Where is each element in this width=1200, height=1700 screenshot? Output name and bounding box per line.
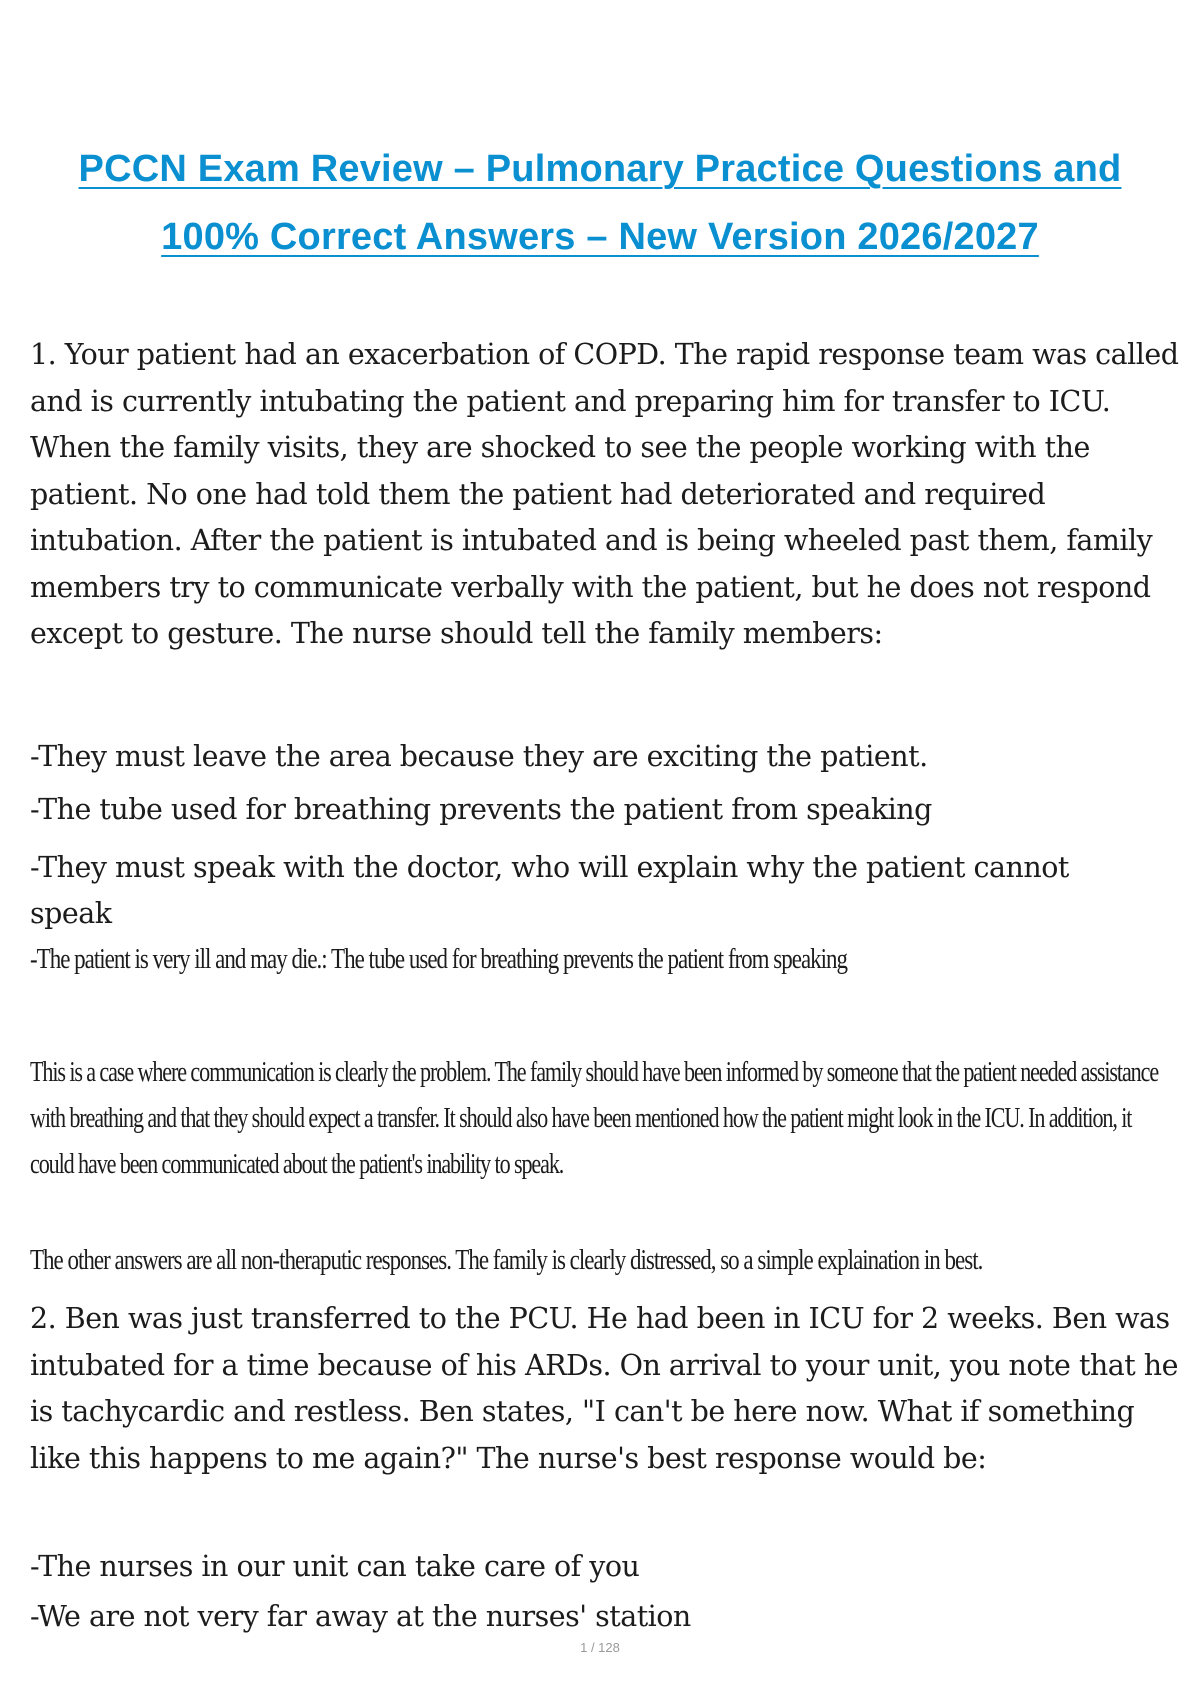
document-title-line-2: 100% Correct Answers – New Version 2026/2027 bbox=[161, 216, 1039, 258]
question-1-option-2: -The tube used for breathing prevents the patient from speaking bbox=[30, 793, 932, 826]
question-1-text: 1. Your patient had an exacerbation of COPD. The rapid response team was called and is currently intubating the patient and preparing him for transfer to ICU. When the family visits, they are shocked to see the people working with the patient. No one had told them the patient had deteriorated and required intubation. After the patient is intubated and is being wheeled past them, family members try to communicate verbally with the patient, but he does not respond except to gesture. The nurse should tell the family members: bbox=[30, 338, 1179, 650]
question-1 bbox=[30, 332, 1180, 658]
question-1-option-3: -They must speak with the doctor, who will explain why the patient cannot speak bbox=[30, 851, 1069, 930]
question-2-option-2: -We are not very far away at the nurses' station bbox=[30, 1600, 691, 1633]
question-2-text: 2. Ben was just transferred to the PCU. He had been in ICU for 2 weeks. Ben was intubated for a time because of his ARDs. On arrival to your unit, you note that he is tachycardic and restless. Ben states, "I can't be here now. What if something like this happens to me again?" The nurse's best response would be: bbox=[30, 1302, 1178, 1475]
question-1-explanation-2: The other answers are all non-theraputic responses. The family is clearly distressed, so a simple explaination in best. bbox=[30, 1245, 983, 1276]
question-1-option-1: -They must leave the area because they are exciting the patient. bbox=[30, 740, 928, 773]
question-1-explanation bbox=[30, 1050, 1176, 1188]
question-1-answer: -The patient is very ill and may die.: The tube used for breathing prevents the patient from speaking bbox=[30, 944, 848, 975]
question-2-option-1: -The nurses in our unit can take care of you bbox=[30, 1550, 640, 1583]
explanation-paragraph-1: This is a case where communication is clearly the problem. The family should have been informed by someone that the patient needed assistance with breathing and that they should expect a transfer. It should also have been mentioned how the patient might look in the ICU. In addition, it could have been communicated about the patient's inability to speak. bbox=[30, 1057, 1159, 1180]
page-number: 1 / 128 bbox=[580, 1640, 620, 1655]
document-title-line-1: PCCN Exam Review – Pulmonary Practice Questions and bbox=[78, 148, 1122, 190]
question-2 bbox=[30, 1296, 1180, 1482]
